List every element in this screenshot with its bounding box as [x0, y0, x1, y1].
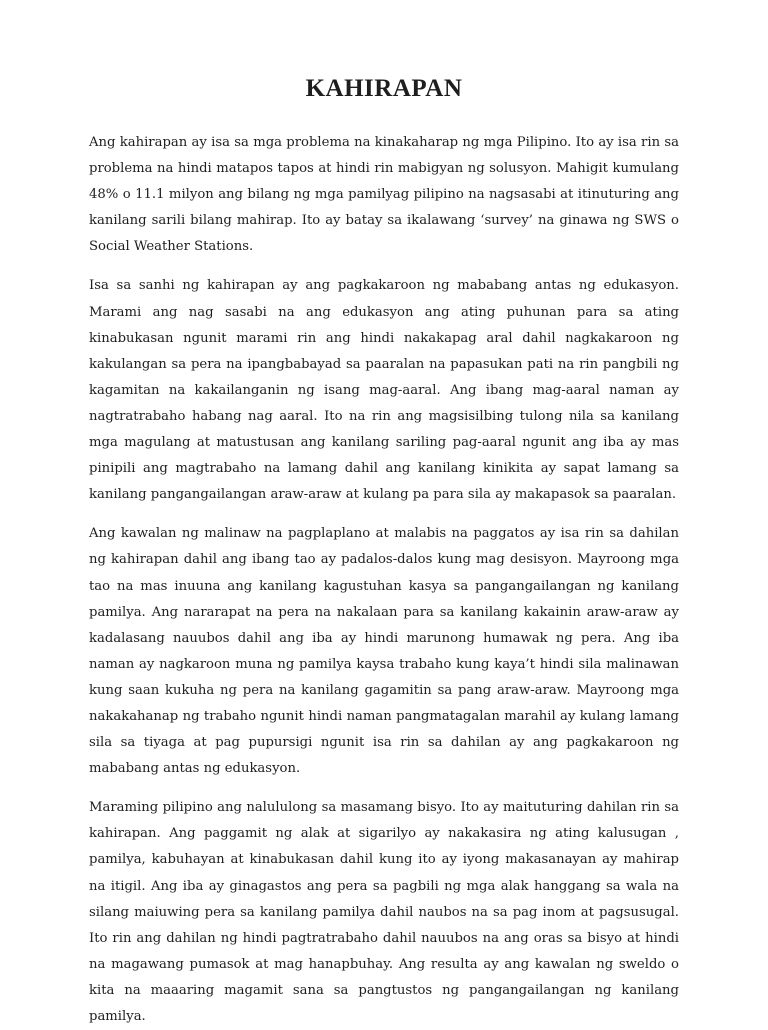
paragraph-1: Ang kahirapan ay isa sa mga problema na kinakaharap ng mga Pilipino. Ito ay isa rin sa problema na hindi matapos tapos at hindi rin mabigyan ng solusyon. Mahigit kumulang 48% o 11.1 milyon ang bilang ng mga pamilyag pilipino na nagsasabi at itinuturing ang kanilang sarili bilang mahirap. Ito ay batay sa ikalawang ‘survey’ na ginawa ng SWS o Social Weather Stations.	[89, 135, 679, 255]
paragraph-2: Isa sa sanhi ng kahirapan ay ang pagkakaroon ng mababang antas ng edukasyon. Marami ang nag sasabi na ang edukasyon ang ating puhunan para sa ating kinabukasan ngunit marami rin ang hindi nakakapag aral dahil nagkakaroon ng kakulangan sa pera na ipangbabayad sa paaralan na papasukan pati na rin pangbili ng kagamitan na kakailanganin ng isang mag-aaral. Ang ibang mag-aaral naman ay nagtratrabaho habang nag aaral. Ito na rin ang magsisilbing tulong nila sa kanilang mga magulang at matustusan ang kanilang sariling pag-aaral ngunit ang iba ay mas pinipili ang magtrabaho na lamang dahil ang kanilang kinikita ay sapat lamang sa kanilang pangangailangan araw-araw at kulang pa para sila ay makapasok sa paaralan.	[89, 278, 679, 503]
paragraph-3: Ang kawalan ng malinaw na pagplaplano at malabis na paggatos ay isa rin sa dahilan ng kahirapan dahil ang ibang tao ay padalos-dalos kung mag desisyon. Mayroong mga tao na mas inuuna ang kanilang kagustuhan kasya sa pangangailangan ng kanilang pamilya. Ang nararapat na pera na nakalaan para sa kanilang kakainin araw-araw ay kadalasang nauubos dahil ang iba ay hindi marunong humawak ng pera. Ang iba naman ay nagkaroon muna ng pamilya kaysa trabaho kung kaya’t hindi sila malinawan kung saan kukuha ng pera na kanilang gagamitin sa pang araw-araw. Mayroong mga nakakahanap ng trabaho ngunit hindi naman pangmatagalan marahil ay kulang lamang sila sa tiyaga at pag pupursigi ngunit isa rin sa dahilan ay ang pagkakaroon ng mababang antas ng edukasyon.	[89, 526, 679, 777]
document-title: KAHIRAPAN	[305, 75, 463, 102]
paragraph-4: Maraming pilipino ang nalululong sa masamang bisyo. Ito ay maituturing dahilan rin sa kahirapan. Ang paggamit ng alak at sigarilyo ay nakakasira ng ating kalusugan , pamilya, kabuhayan at kinabukasan dahil kung ito ay iyong makasanayan ay mahirap na itigil. Ang iba ay ginagastos ang pera sa pagbili ng mga alak hanggang sa wala na silang maiuwing pera sa kanilang pamilya dahil naubos na sa pag inom at pagsusugal. Ito rin ang dahilan ng hindi pagtratrabaho dahil nauubos na ang oras sa bisyo at hindi na magawang pumasok at mag hanapbuhay. Ang resulta ay ang kawalan ng sweldo o kita na maaaring magamit sana sa pangtustos ng pangangailangan ng kanilang pamilya.	[89, 800, 679, 1024]
